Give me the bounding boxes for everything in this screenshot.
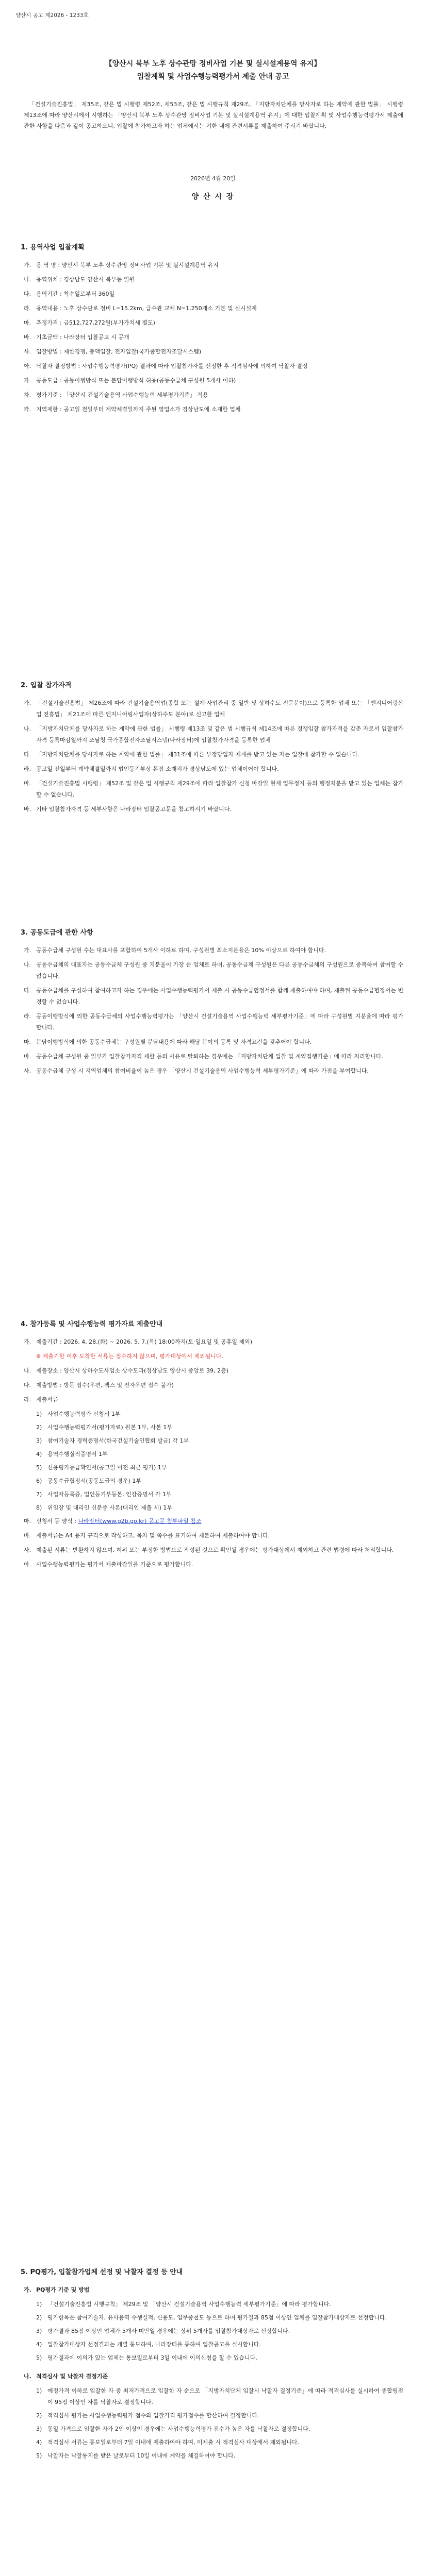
list-item [24,1559,403,1570]
document-list-item [36,1422,403,1433]
item-text: 분담이행방식에 의한 공동수급체는 구성원별 분담내용에 따라 해당 분야의 등록 및 자격요건을 갖추어야 합니다. [36,1039,312,1045]
list-item [24,985,403,1008]
list-item [24,317,403,329]
item-text: 「건설기술진흥법 시행령」 제52조 및 같은 법 시행규칙 제29조에 따라 입찰참가 신청 마감일 현재 업무정지 등의 행정처분을 받고 있는 업체는 참가할 수 없습니다. [36,780,403,798]
list-item [24,959,403,982]
list-item [24,1394,403,1405]
criteria-item [36,2339,403,2350]
item-text: 적격심사 및 낙찰자 결정기준 [36,2373,108,2380]
section-joint-contract [21,927,403,1080]
list-item [24,260,403,271]
sub-label: 5) [36,1464,42,1471]
criteria-item [36,2424,403,2435]
item-label: 카. [24,406,31,413]
item-label: 라. [24,1396,31,1403]
criteria-item [36,2385,403,2408]
sub-text: 참여기술자 경력증명서(한국건설기술인협회 발급) 각 1부 [47,1437,189,1444]
section-heading: 1. 용역사업 입찰계획 [21,244,85,251]
item-text: 용역내용 : 노후 상수관로 정비 L=15.2km, 급수관 교체 N=1,250개소 기본 및 실시설계 [36,305,257,312]
sub-label: 4) [36,2439,42,2446]
sub-text: 예정가격 이하로 입찰한 자 중 최저가격으로 입찰한 자 순으로 「지방자치단체 입찰시 낙찰자 결정기준」에 따라 적격심사를 실시하여 종합평점이 95점 이상인 자를 낙찰자로 결정합니다. [47,2387,403,2405]
item-label: 다. [24,291,31,297]
list-item [24,1545,403,1556]
list-item [24,404,403,415]
deadline-warning-note: ※ 제출기한 이후 도착한 서류는 접수하지 않으며, 평가대상에서 제외됩니다. [36,1353,223,1360]
item-text: 낙찰자 결정방법 : 사업수행능력평가(PQ) 결과에 따라 입찰참가자를 선정한 후 적격심사에 의하여 낙찰자 결정 [36,363,308,369]
item-text: 지역제한 : 공고일 전일부터 계약체결일까지 주된 영업소가 경상남도에 소재한 업체 [36,406,241,413]
sub-text: 「건설기술진흥법 시행규칙」 제29조 및 「양산시 건설기술용역 사업수행능력 세부평가기준」에 따라 평가합니다. [47,2301,331,2308]
item-label: 나. [24,725,31,732]
document-list-item [36,1409,403,1420]
item-text: 「지방자치단체를 당사자로 하는 계약에 관한 법률」 제31조에 따른 부정당업자 제재를 받고 있는 자는 입찰에 참가할 수 없습니다. [36,751,359,758]
sub-label: 1) [36,1411,42,1417]
document-list-item [36,1449,403,1460]
sub-label: 4) [36,1451,42,1458]
item-text: 평가기준 : 「양산시 건설기술용역 사업수행능력 세부평가기준」 적용 [36,392,208,398]
notice-number: 양산시 공고 제2026 - 1233호 [15,12,89,19]
list-item [24,389,403,401]
sub-text: 적격심사 평가는 사업수행능력평가 점수와 입찰가격 평가점수를 합산하여 결정합니다. [47,2412,259,2419]
item-label: 마. [24,1518,31,1524]
item-text: 입찰방법 : 제한경쟁, 총액입찰, 전자입찰(국가종합전자조달시스템) [36,348,202,355]
section-pq-evaluation [21,2267,403,2464]
list-item [24,1336,403,1348]
item-label: 라. [24,1013,31,1020]
sub-text: 평가결과에 이의가 있는 업체는 통보일로부터 3일 이내에 이의신청을 할 수 있습니다. [47,2354,257,2361]
intro-paragraph: 「건설기술진흥법」 제35조, 같은 법 시행령 제52조, 제53조, 같은 법 시행규칙 제29조, 「지방자치단체를 당사자로 하는 계약에 관한 법률」 시행령 제13조에 따라 양산시에서 시행하는 「양산시 북부 노후 상수관망 정비사업 기본 및 실시설계용역 유지」에 대한 입찰계획 및 사업수행능력평가서 제출에 관한 사항을 다음과 같이 공고하오니, 입찰에 참가하고자 하는 업체에서는 기한 내에 관련서류를 제출하여 주시기 바랍니다. [24,101,403,129]
item-label: 바. [24,1053,31,1060]
list-item [24,723,403,746]
item-label: 다. [24,987,31,994]
list-item [24,749,403,760]
item-label: 사. [24,1067,31,1074]
item-label: 나. [24,961,31,968]
item-text: 제출된 서류는 반환하지 않으며, 허위 또는 부정한 방법으로 작성된 것으로 확인될 경우에는 평가대상에서 제외하고 관련 법령에 따라 처리합니다. [36,1547,394,1553]
item-text: 용역위치 : 경상남도 양산시 북부동 일원 [36,276,135,283]
form-source-label: 신청서 등 양식 : [36,1518,78,1524]
item-label: 나. [24,276,31,283]
sub-label: 6) [36,1478,42,1484]
item-label: 아. [24,1561,31,1568]
list-item [24,804,403,815]
notice-title-line2: 입찰계획 및 사업수행능력평가서 제출 안내 공고 [137,73,289,81]
notice-title-line1: 【양산시 북부 노후 상수관망 정비사업 기본 및 실시설계용역 유지】 [105,60,321,68]
item-label: 가. [24,947,31,954]
list-item [24,1051,403,1062]
sub-label: 5) [36,2452,42,2459]
item-text: 공동수급체의 대표자는 공동수급체 구성원 중 지분율이 가장 큰 업체로 하며, 공동수급체 구성원은 다른 공동수급체의 구성원으로 중복하여 참여할 수 없습니다. [36,961,403,979]
notice-date: 2026년 4월 20일 [190,175,236,182]
item-label: 나. [24,2373,31,2380]
sub-text: 입찰참가대상자 선정결과는 개별 통보하며, 나라장터를 통하여 입찰공고를 실시합니다. [47,2341,261,2348]
document-list-item [36,1476,403,1487]
item-text: 제출서류는 A4 용지 규격으로 작성하고, 목차 및 쪽수를 표기하여 제본하여 제출하여야 합니다. [36,1532,270,1539]
document-list-item [36,1489,403,1500]
item-text: 공동수급체 구성원 중 일부가 입찰참가자격 제한 등의 사유로 탈퇴하는 경우에는 「지방자치단체 입찰 및 계약집행기준」에 따라 처리합니다. [36,1053,383,1060]
sub-text: 평가결과 85점 이상인 업체가 5개사 미만일 경우에는 상위 5개사를 입찰참가대상자로 선정합니다. [47,2328,290,2334]
list-item [24,346,403,358]
list-item [24,945,403,956]
item-label: 가. [24,2286,31,2293]
list-item [24,303,403,314]
item-text: 「지방자치단체를 당사자로 하는 계약에 관한 법률」 시행령 제13조 및 같은 법 시행규칙 제14조에 따른 경쟁입찰 참가자격을 갖춘 자로서 입찰참가자격 등록마감일까지 조달청 국가종합전자조달시스템(나라장터)에 입찰참가자격을 등록한 업체 [36,725,403,743]
item-text: 공동수급체 구성 시 지역업체의 참여비율이 높은 경우 「양산시 건설기술용역 사업수행능력 세부평가기준」에 따라 가점을 부여합니다. [36,1067,369,1074]
item-label: 마. [24,780,31,787]
sub-label: 1) [36,2301,42,2308]
item-label: 가. [24,700,31,706]
item-text: 기초금액 : 나라장터 입찰공고 시 공개 [36,334,129,341]
item-text [36,1516,403,1527]
sub-text: 사업수행능력평가서(평가자료) 원본 1부, 사본 1부 [47,1424,172,1431]
section-eligibility [21,680,403,818]
criteria-item [36,2410,403,2421]
item-label: 바. [24,1532,31,1539]
sub-label: 8) [36,1504,42,1511]
item-text: 공고일 전일부터 계약체결일까지 법인등기부상 본점 소재지가 경상남도에 있는 업체이어야 합니다. [36,766,279,772]
sub-label: 4) [36,2341,42,2348]
sub-text: 공동수급협정서(공동도급의 경우) 1부 [47,1478,141,1484]
criteria-item [36,2299,403,2310]
item-text: 사업수행능력평가는 평가서 제출마감일을 기준으로 평가합니다. [36,1561,193,1568]
form-source-link: 나라장터(www.g2b.go.kr) 공고문 첨부파일 참조 [78,1518,202,1524]
list-item [24,1011,403,1033]
item-label: 사. [24,348,31,355]
notice-title [21,58,405,83]
item-label: 나. [24,1367,31,1374]
section-submission-guide [21,1319,403,1573]
item-label: 가. [24,1338,31,1345]
item-text: 제출서류 [36,1396,58,1403]
section-bid-plan [21,242,403,418]
sub-label: 3) [36,1437,42,1444]
criteria-item [36,2326,403,2337]
list-item [24,332,403,343]
list-item [24,1380,403,1391]
sub-text: 적격심사 서류는 통보일로부터 7일 이내에 제출하여야 하며, 미제출 시 적격심사 대상에서 제외됩니다. [47,2439,300,2446]
document-list-item [36,1462,403,1473]
item-text: 제출방법 : 방문 접수(우편, 팩스 및 전자우편 접수 불가) [36,1382,174,1388]
item-text: PQ평가 기준 및 방법 [36,2286,90,2293]
list-item [24,289,403,300]
item-label: 자. [24,377,31,384]
item-label: 다. [24,1382,31,1388]
document-list-item [36,1502,403,1514]
sub-text: 사업자등록증, 법인등기부등본, 인감증명서 각 1부 [47,1491,172,1498]
section-heading: 5. PQ평가, 입찰참가업체 선정 및 낙찰자 결정 등 안내 [21,2268,183,2276]
list-item [24,1037,403,1048]
criteria-item [36,2450,403,2462]
item-text: 용역기간 : 착수일로부터 360일 [36,291,115,297]
item-label: 다. [24,751,31,758]
criteria-item [36,2437,403,2448]
item-label: 라. [24,766,31,772]
list-item [24,1365,403,1377]
list-item [24,361,403,372]
list-item [24,1516,403,1527]
item-text: 공동수급체를 구성하여 참여하고자 하는 경우에는 사업수행능력평가서 제출 시 공동수급협정서를 함께 제출하여야 하며, 제출된 공동수급협정서는 변경할 수 없습니다. [36,987,403,1005]
sub-label: 2) [36,1424,42,1431]
item-label: 아. [24,363,31,369]
sub-label: 3) [36,2426,42,2432]
item-text: 제출기간 : 2026. 4. 28.(화) ~ 2026. 5. 7.(목) 18:00까지(토·일요일 및 공휴일 제외) [36,1338,253,1345]
item-text: 추정가격 : 금512,727,272원(부가가치세 별도) [36,319,155,326]
list-item [24,274,403,285]
sub-text: 사업수행능력평가 신청서 1부 [47,1411,121,1417]
sub-label: 2) [36,2314,42,2321]
item-label: 라. [24,305,31,312]
item-label: 사. [24,1547,31,1553]
sub-text: 신용평가등급확인서(공고일 이전 최근 평가) 1부 [47,1464,167,1471]
item-text: 기타 입찰참가자격 등 세부사항은 나라장터 입찰공고문을 참고하시기 바랍니다. [36,806,232,812]
sub-text: 동일 가격으로 입찰한 자가 2인 이상인 경우에는 사업수행능력평가 점수가 높은 자를 낙찰자로 결정합니다. [47,2426,310,2432]
issuer-signature: 양 산 시 장 [191,193,235,201]
item-text: 「건설기술진흥법」 제26조에 따라 건설기술용역업(종합 또는 설계·사업관리 중 일반 및 상하수도 전문분야)으로 등록한 업체 또는 「엔지니어링산업 진흥법」 제21조에 따른 엔지니어링사업자(상하수도 분야)로 신고한 업체 [36,700,403,718]
criteria-item [36,2352,403,2364]
list-item [24,1065,403,1077]
item-label: 마. [24,1039,31,1045]
sub-label: 1) [36,2387,42,2394]
list-item [24,698,403,720]
sub-text: 위임장 및 대리인 신분증 사본(대리인 제출 시) 1부 [47,1504,172,1511]
subsection-heading [24,2284,403,2296]
item-text: 용 역 명 : 양산시 북부 노후 상수관망 정비사업 기본 및 실시설계용역 유지 [36,262,219,268]
item-label: 차. [24,392,31,398]
sub-text: 낙찰자는 낙찰통지를 받은 날로부터 10일 이내에 계약을 체결하여야 합니다. [47,2452,236,2459]
sub-label: 5) [36,2354,42,2361]
sub-label: 7) [36,1491,42,1498]
sub-text: 용역수행실적증명서 1부 [47,1451,108,1458]
item-label: 바. [24,334,31,341]
section-heading: 2. 입찰 참가자격 [21,682,72,689]
sub-label: 3) [36,2328,42,2334]
item-text: 공동이행방식에 의한 공동수급체의 사업수행능력평가는 「양산시 건설기술용역 사업수행능력 세부평가기준」에 따라 구성원별 지분율에 따라 평가합니다. [36,1013,403,1031]
item-label: 바. [24,806,31,812]
list-item [24,778,403,801]
subsection-heading [24,2371,403,2382]
item-label: 가. [24,262,31,268]
document-list-item [36,1435,403,1447]
item-label: 마. [24,319,31,326]
list-item [24,1530,403,1541]
sub-text: 평가항목은 참여기술자, 유사용역 수행실적, 신용도, 업무중첩도 등으로 하며 평가결과 85점 이상인 업체를 입찰참가대상자로 선정합니다. [47,2314,387,2321]
item-text: 공동도급 : 공동이행방식 또는 분담이행방식 허용(공동수급체 구성원 5개사 이하) [36,377,236,384]
section-heading: 3. 공동도급에 관한 사항 [21,929,93,937]
list-item [24,375,403,386]
section-heading: 4. 참가등록 및 사업수행능력 평가자료 제출안내 [21,1320,163,1328]
item-text: 제출장소 : 양산시 상하수도사업소 상수도과(경상남도 양산시 중앙로 39, 2층) [36,1367,228,1374]
sub-label: 2) [36,2412,42,2419]
list-item [24,764,403,775]
criteria-item [36,2312,403,2324]
item-text: 공동수급체 구성원 수는 대표사를 포함하여 5개사 이하로 하며, 구성원별 최소지분율은 10% 이상으로 하여야 합니다. [36,947,326,954]
